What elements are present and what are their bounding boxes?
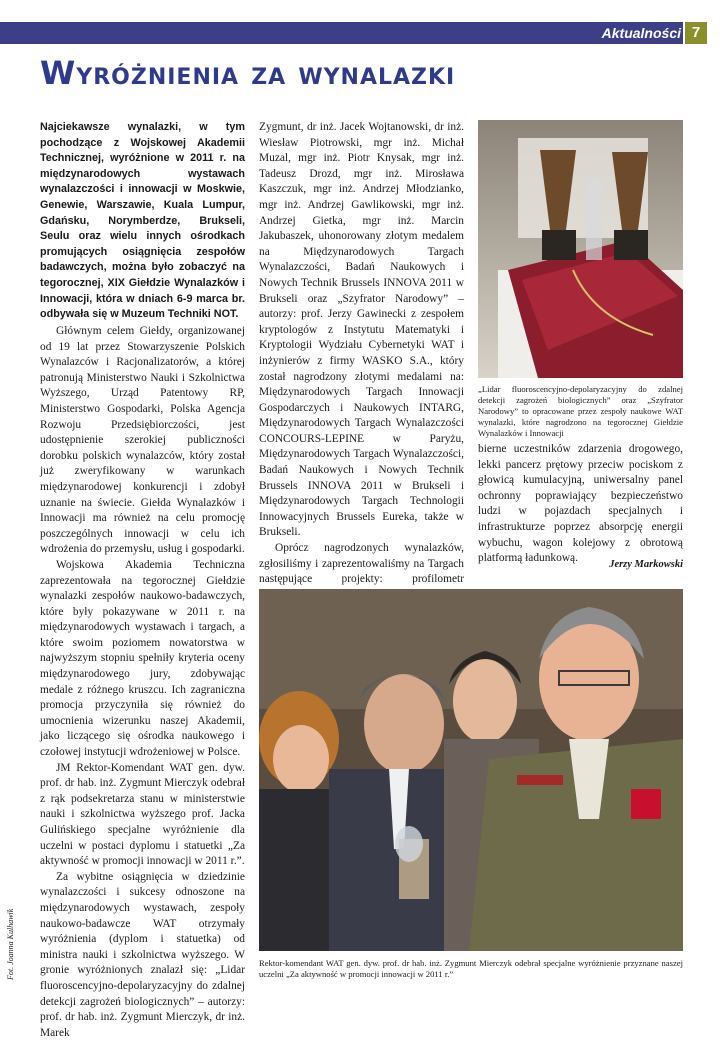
awards-photo-illustration: [478, 120, 683, 378]
awards-photo: [478, 120, 683, 378]
photo-credit: Fot. Joanna Kulhawik: [6, 908, 15, 980]
text-column-3: [478, 442, 683, 567]
article-author: Jerzy Markowski: [609, 559, 683, 570]
photo-caption-top: „Lidar fluoroscencyjno-depolaryzacyjny do zdalnej detekcji zagrożeń biologicznych” oraz „Szyfrator Narodowy” to opracowane przez zespoły naukowe WAT wynalazki, które nagrodzono na tegorocznej Giełdzie Wynalazków i Innowacji: [478, 384, 683, 438]
page-number: 7: [685, 22, 707, 44]
section-label: Aktualności: [601, 25, 681, 41]
paragraph: Zygmunt, dr inż. Jacek Wojtanowski, dr inż. Wiesław Piotrowski, mgr inż. Michał Muzal, mgr inż. Piotr Knysak, mgr inż. Tadeusz Drozd, mgr inż. Mirosława Kaszczuk, mgr inż. Andrzej Młodzianko, mgr inż. Andrzej Gawlikowski, mgr inż. Andrzej Gietka, mgr inż. Marcin Jakubaszek, uhonorowany złotym medalem na Międzynarodowych Targach Wynalazczości, Badań Naukowych i Nowych Technik Brussels INNOVA 2011 w Brukseli oraz „Szyfrator Narodowy” – autorzy: prof. Jerzy Gawinecki z zespołem kryptologów z Instytutu Matematyki i Kryptologii Wydziału Cybernetyki WAT i inżynierów z firmy WASKO S.A., który został nagrodzony złotymi medalami na: Międzynarodowych Targach Innowacji Gospodarczych i Naukowych INTARG, Międzynarodowych Targach Wynalazczości CONCOURS-LEPINE w Paryżu, Międzynarodowych Targach Wynalazczości, Badań Naukowych i Nowych Technik Brussels INNOVA 2011 w Brukseli i Międzynarodowych Targach Technologii Innowacyjnych Brussels Eureka, także w Brukseli.: [259, 121, 464, 539]
paragraph: JM Rektor-Komendant WAT gen. dyw. prof. dr hab. inż. Zygmunt Mierczyk odebrał z rąk podsekretarza stanu w ministerstwie nauki i szkolnictwa wyższego prof. Jacka Gulińskiego specjalne wyróżnienie dla uczelni w postaci dyplomu i statuetki „Za aktywność w promocji innowacji w 2011 r.”.: [40, 761, 245, 868]
paragraph: Oprócz nagrodzonych wynalazków, zgłosiliśmy i zaprezentowaliśmy na Targach następujące projekty: profilometr: [259, 542, 464, 586]
ceremony-photo: [259, 589, 683, 951]
paragraph: Za wybitne osiągnięcia w dziedzinie wynalazczości i sukcesy odnoszone na międzynarodowych wystawach, zespoły naukowo-badawcze WAT otrzymały wyróżnienia (dyplom i statuetka) od ministra nauki i szkolnictwa wyższego. W gronie wyróżnionych znalazł się: „Lidar fluoroscencyjno-depolaryzacyjny do zdalnej detekcji zagrożeń biologicznych” – autorzy: prof. dr hab. inż. Zygmunt Mierczyk, dr inż. Marek: [40, 870, 245, 1039]
article-title: Wyróżnienia za wynalazki: [40, 54, 456, 92]
text-column-2: [259, 120, 464, 650]
text-column-1: [40, 324, 245, 1041]
article-lead: Najciekawsze wynalazki, w tym pochodzące z Wojskowej Akademii Technicznej, wyróżnione w 2011 r. na międzynarodowych wystawach wynalazczości i innowacji w Moskwie, Genewie, Warszawie, Kuala Lumpur, Gdańsku, Norymberdze, Brukseli, Seulu oraz wielu innych ośrodkach promujących osiągnięcia zespołów badawczych, można było zobaczyć na tegorocznej, XIX Giełdzie Wynalazków i Innowacji, która w dniach 6-9 marca br. odbywała się w Muzeum Techniki NOT.: [40, 121, 245, 321]
paragraph: bierne uczestników zdarzenia drogowego, lekki pancerz prętowy przeciw pociskom z głowicą kumulacyjną, uniwersalny panel ochronny poprawiający bezpieczeństwo ludzi w pojazdach specjalnych i infrastrukturze poprzez absorpcję energii wybuchu, wagon kolejowy z obrotową platformą ładunkową.: [478, 443, 683, 565]
paragraph: Wojskowa Akademia Techniczna zaprezentowała na tegorocznej Giełdzie wynalazki zespołów naukowo-badawczych, które były pokazywane w 2011 r. na międzynarodowych wystawach i targach, a które swoim poziomem nowatorstwa w najwyższym stopniu spełniły kryteria oceny międzynarodowego jury, zdobywając medale z różnego kruszcu. Ich zagraniczna promocja przyczyniła się również do umocnienia wizerunku naszej Akademii, jako liczącego się ośrodka naukowego i czołowej instytucji wdrożeniowej w Polsce.: [40, 558, 245, 759]
ceremony-photo-illustration: [259, 589, 683, 951]
paragraph: Głównym celem Giełdy, organizowanej od 19 lat przez Stowarzyszenie Polskich Wynalazców i Racjonalizatorów, a której patronują Ministerstwo Nauki i Szkolnictwa Wyższego, Urząd Patentowy RP, Ministerstwo Gospodarki, Polska Agencja Rozwoju Przedsiębiorczości, jest udostępnienie szerokiej publiczności dorobku polskich wynalazców, który został już zweryfikowany w warunkach międzynarodowej konkurencji i zdobył uznanie na świecie. Giełda Wynalazków i Innowacji ma również na celu promocję poszczególnych innowacji w celu ich wdrożenia do przemysłu, usług i gospodarki.: [40, 325, 245, 556]
photo-caption-bottom: Rektor-komendant WAT gen. dyw. prof. dr hab. inż. Zygmunt Mierczyk odebrał specjalne wyróżnienie przyznane naszej uczelni „Za aktywność w promocji innowacji w 2011 r.”: [259, 958, 683, 979]
header-bar: [0, 22, 683, 44]
